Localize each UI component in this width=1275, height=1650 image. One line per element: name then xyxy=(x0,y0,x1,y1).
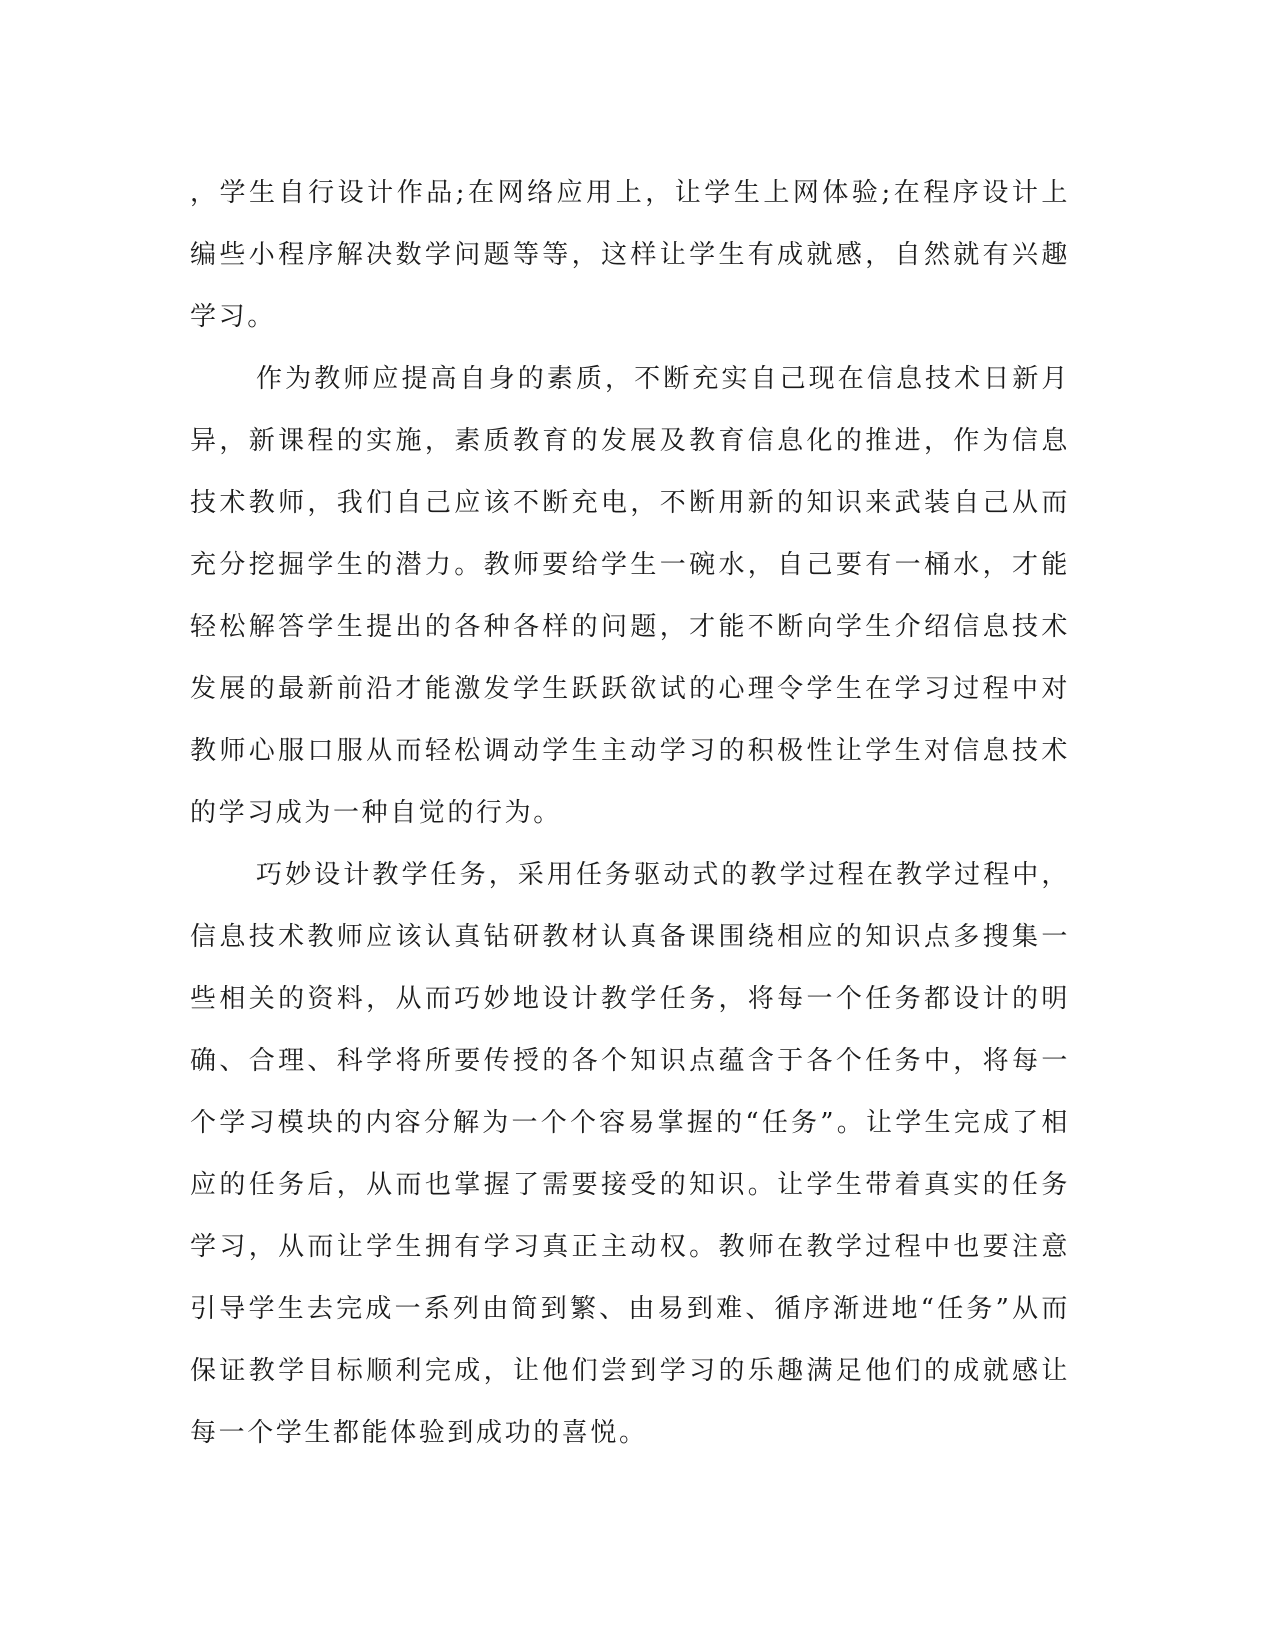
document-body xyxy=(190,162,1070,1464)
paragraph-task-design: 巧妙设计教学任务，采用任务驱动式的教学过程在教学过程中，信息技术教师应该认真钻研教材认真备课围绕相应的知识点多搜集一些相关的资料，从而巧妙地设计教学任务，将每一个任务都设计的明确、合理、科学将所要传授的各个知识点蕴含于各个任务中，将每一个学习模块的内容分解为一个个容易掌握的“任务”。让学生完成了相应的任务后，从而也掌握了需要接受的知识。让学生带着真实的任务学习，从而让学生拥有学习真正主动权。教师在教学过程中也要注意引导学生去完成一系列由简到繁、由易到难、循序渐进地“任务”从而保证教学目标顺利完成，让他们尝到学习的乐趣满足他们的成就感让每一个学生都能体验到成功的喜悦。 xyxy=(190,860,1070,1448)
paragraph-teacher-quality: 作为教师应提高自身的素质，不断充实自己现在信息技术日新月异，新课程的实施，素质教育的发展及教育信息化的推进，作为信息技术教师，我们自己应该不断充电，不断用新的知识来武装自己从而充分挖掘学生的潜力。教师要给学生一碗水，自己要有一桶水，才能轻松解答学生提出的各种各样的问题，才能不断向学生介绍信息技术发展的最新前沿才能激发学生跃跃欲试的心理令学生在学习过程中对教师心服口服从而轻松调动学生主动学习的积极性让学生对信息技术的学习成为一种自觉的行为。 xyxy=(190,364,1070,828)
paragraph-continuation: ，学生自行设计作品;在网络应用上，让学生上网体验;在程序设计上编些小程序解决数学问题等等，这样让学生有成就感，自然就有兴趣学习。 xyxy=(190,178,1070,332)
